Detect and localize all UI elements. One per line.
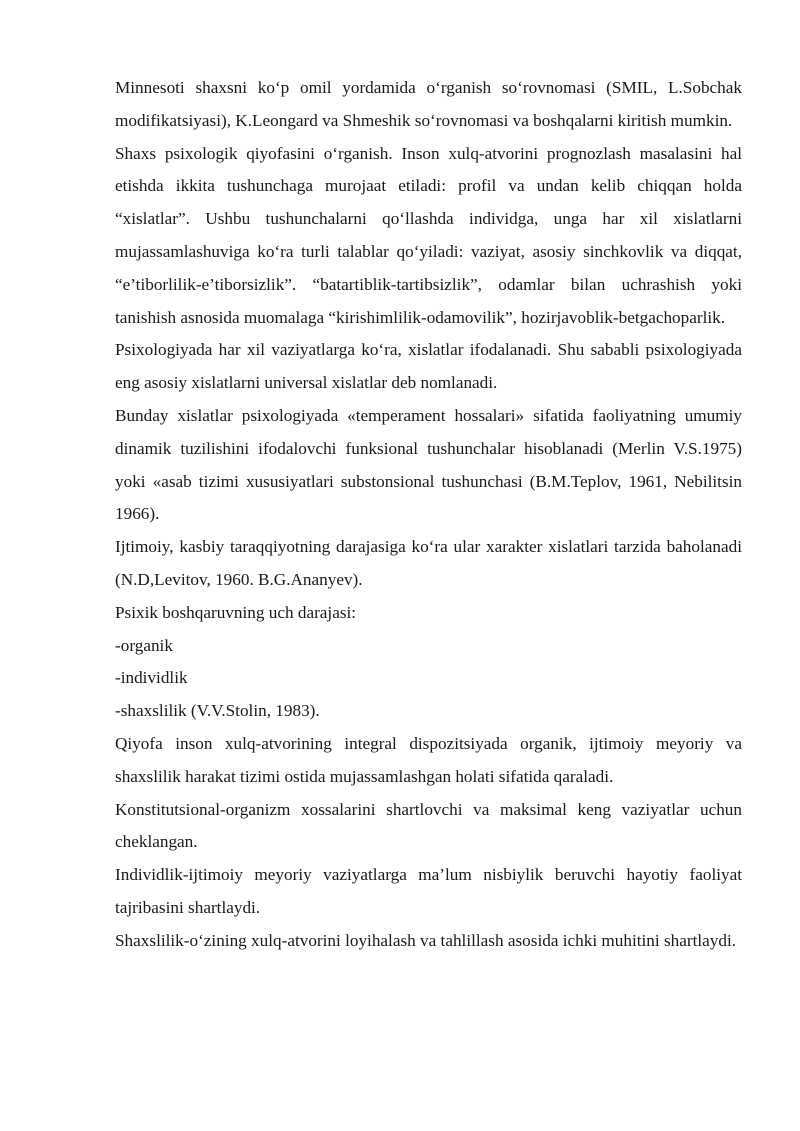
paragraph-individuality: Individlik-ijtimoiy meyoriy vaziyatlarga ma’lum nisbiylik beruvchi hayotiy faoliyat tajribasini shartlaydi. <box>115 865 742 917</box>
paragraph-image-definition: Qiyofa inson xulq-atvorining integral dispozitsiyada organik, ijtimoiy meyoriy va shaxslilik harakat tizimi ostida mujassamlashgan holati sifatida qaraladi. <box>115 733 742 786</box>
paragraph-character-traits: Ijtimoiy, kasbiy taraqqiyotning darajasiga ko‘ra ular xarakter xislatlari tarzida baholanadi (N.D,Levitov, 1960. B.G.Ananyev). <box>115 537 742 589</box>
list-item-organic: -organik <box>115 635 173 655</box>
paragraph-constitutional: Konstitutsional-organizm xossalarini shartlovchi va maksimal keng vaziyatlar uchun cheklangan. <box>115 799 742 852</box>
document-page <box>115 72 742 958</box>
paragraph-psychological-image: Shaxs psixologik qiyofasini o‘rganish. Inson xulq-atvorini prognozlash masalasini hal etishda ikkita tushunchaga murojaat etiladi: profil va undan kelib chiqqan holda “xislatlar”. Ushbu tushunchalarni qo‘llashda individga, unga har xil xislatlarni mujassamlashuviga ko‘ra turli talablar qo‘yiladi: vaziyat, asosiy sinchkovlik va diqqat, “e’tiborlilik-e’tiborsizlik”. “batartiblik-tartibsizlik”, odamlar bilan uchrashish yoki tanishish asnosida muomalaga “kirishimlilik-odamovilik”, hozirjavoblik-betgachoparlik. <box>115 143 742 327</box>
list-item-personality: -shaxslilik (V.V.Stolin, 1983). <box>115 701 320 721</box>
paragraph-personality: Shaxslilik-o‘zining xulq-atvorini loyihalash va tahlillash asosida ichki muhitini shartlaydi. <box>115 930 737 950</box>
paragraph-temperament: Bunday xislatlar psixologiyada «temperament hossalari» sifatida faoliyatning umumiy dinamik tuzilishini ifodalovchi funksional tushunchalar hisoblanadi (Merlin V.S.1975) yoki «asab tizimi xususiyatlari substonsional tushunchasi (B.M.Teplov, 1961, Nebilitsin 1966). <box>115 405 742 524</box>
list-item-individual: -individlik <box>115 668 188 688</box>
paragraph-smil-intro: Minnesoti shaxsni ko‘p omil yordamida o‘rganish so‘rovnomasi (SMIL, L.Sobchak modifikatsiyasi), K.Leongard va Shmeshik so‘rovnomasi va boshqalarni kiritish mumkin. <box>115 78 742 130</box>
paragraph-universal-traits: Psixologiyada har xil vaziyatlarga ko‘ra, xislatlar ifodalanadi. Shu sababli psixologiyada eng asosiy xislatlarni universal xislatlar deb nomlanadi. <box>115 340 742 393</box>
paragraph-control-levels-heading: Psixik boshqaruvning uch darajasi: <box>115 602 357 622</box>
